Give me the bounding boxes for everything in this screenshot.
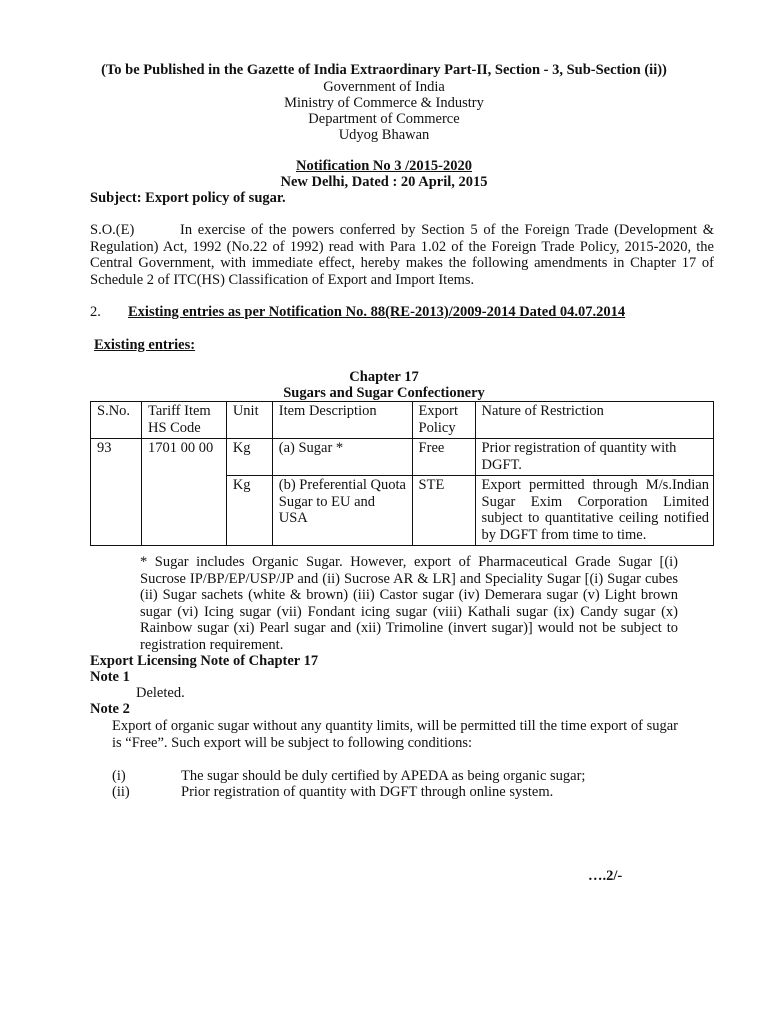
paragraph-1-body: Regulation) Act, 1992 (No.22 of 1992) read with Para 1.02 of the Foreign Trade Policy, 2015-2020, the Central Government, with immediate effect, hereby makes the following amendments in Chapter 17 of Schedule 2 of ITC(HS) Classification of Export and Import Items. [90, 238, 714, 288]
ministry-line: Ministry of Commerce & Industry [284, 95, 484, 111]
condition-1-text: The sugar should be duly certified by APEDA as being organic sugar; [181, 768, 586, 784]
paragraph-1-first-line: In exercise of the powers conferred by Section 5 of the Foreign Trade (Development & [180, 222, 714, 238]
condition-2-text: Prior registration of quantity with DGFT through online system. [181, 784, 554, 800]
header-sno: S.No. [91, 402, 142, 439]
cell-sno-empty [91, 476, 142, 546]
cell-description: (a) Sugar * [272, 439, 412, 476]
cell-sno: 93 [91, 439, 142, 476]
header-restriction: Nature of Restriction [475, 402, 714, 439]
page-continuation-marker: ….2/- [588, 868, 623, 884]
note-1-text: Deleted. [136, 685, 185, 701]
place-line: Udyog Bhawan [338, 127, 430, 143]
cell-restriction: Prior registration of quantity with DGFT. [475, 439, 714, 476]
header-policy [412, 402, 475, 439]
header-policy-line-1: Export [418, 403, 459, 419]
cell-unit: Kg [226, 439, 272, 476]
gazette-line: (To be Published in the Gazette of India Extraordinary Part-II, Section - 3, Sub-Section (ii)) [101, 62, 667, 78]
condition-2-number: (ii) [112, 784, 130, 800]
cell-restriction: Export permitted through M/s.Indian Sugar Exim Corporation Limited subject to quantitative ceiling notified by DGFT from time to time. [475, 476, 714, 546]
cell-tariff: 1701 00 00 [141, 439, 226, 476]
header-tariff-line-1: Tariff Item [147, 403, 211, 419]
cell-policy: Free [412, 439, 475, 476]
paragraph-2-number: 2. [90, 304, 101, 320]
header-unit: Unit [226, 402, 272, 439]
existing-entries-heading: Existing entries: [94, 337, 196, 353]
note-2-text: Export of organic sugar without any quantity limits, will be permitted till the time export of sugar is “Free”. Such export will be subject to following conditions: [112, 718, 678, 751]
so-label: S.O.(E) [90, 222, 135, 238]
government-line: Government of India [323, 79, 445, 95]
header-description: Item Description [272, 402, 412, 439]
table-header-row [91, 402, 714, 439]
header-tariff-line-2: HS Code [147, 419, 201, 436]
chapter-title: Sugars and Sugar Confectionery [283, 385, 485, 401]
table-row [91, 439, 714, 476]
condition-1-number: (i) [112, 768, 126, 784]
department-line: Department of Commerce [308, 111, 460, 127]
table-row [91, 476, 714, 546]
cell-tariff-empty [141, 476, 226, 546]
chapter-label: Chapter 17 [349, 369, 419, 385]
notification-date: New Delhi, Dated : 20 April, 2015 [280, 174, 488, 190]
sugar-footnote: * Sugar includes Organic Sugar. However, export of Pharmaceutical Grade Sugar [(i) Sucrose IP/BP/EP/USP/JP and (ii) Sucrose AR & LR] and Speciality Sugar [(i) Sugar cubes (ii) Sugar sachets (white & brown) (iii) Castor sugar (iv) Demerara sugar (v) Light brown sugar (vi) Icing sugar (vii) Fondant icing sugar (viii) Kathali sugar (ix) Candy sugar (x) Rainbow sugar (xi) Pearl sugar and (xii) Trimoline (invert sugar)] would not be subject to registration requirement. [140, 554, 678, 653]
restriction-table [90, 401, 714, 546]
note-1-label: Note 1 [90, 669, 130, 685]
header-tariff [141, 402, 226, 439]
paragraph-1 [90, 222, 714, 288]
notification-number: Notification No 3 /2015-2020 [296, 158, 472, 174]
header-policy-line-2: Policy [418, 419, 456, 436]
paragraph-2-text: Existing entries as per Notification No. 88(RE-2013)/2009-2014 Dated 04.07.2014 [128, 304, 626, 320]
cell-unit: Kg [226, 476, 272, 546]
cell-policy: STE [412, 476, 475, 546]
subject-line: Subject: Export policy of sugar. [90, 190, 286, 206]
note-2-label: Note 2 [90, 701, 130, 717]
cell-description: (b) Preferential Quota Sugar to EU and USA [272, 476, 412, 546]
licensing-note-heading: Export Licensing Note of Chapter 17 [90, 653, 319, 669]
